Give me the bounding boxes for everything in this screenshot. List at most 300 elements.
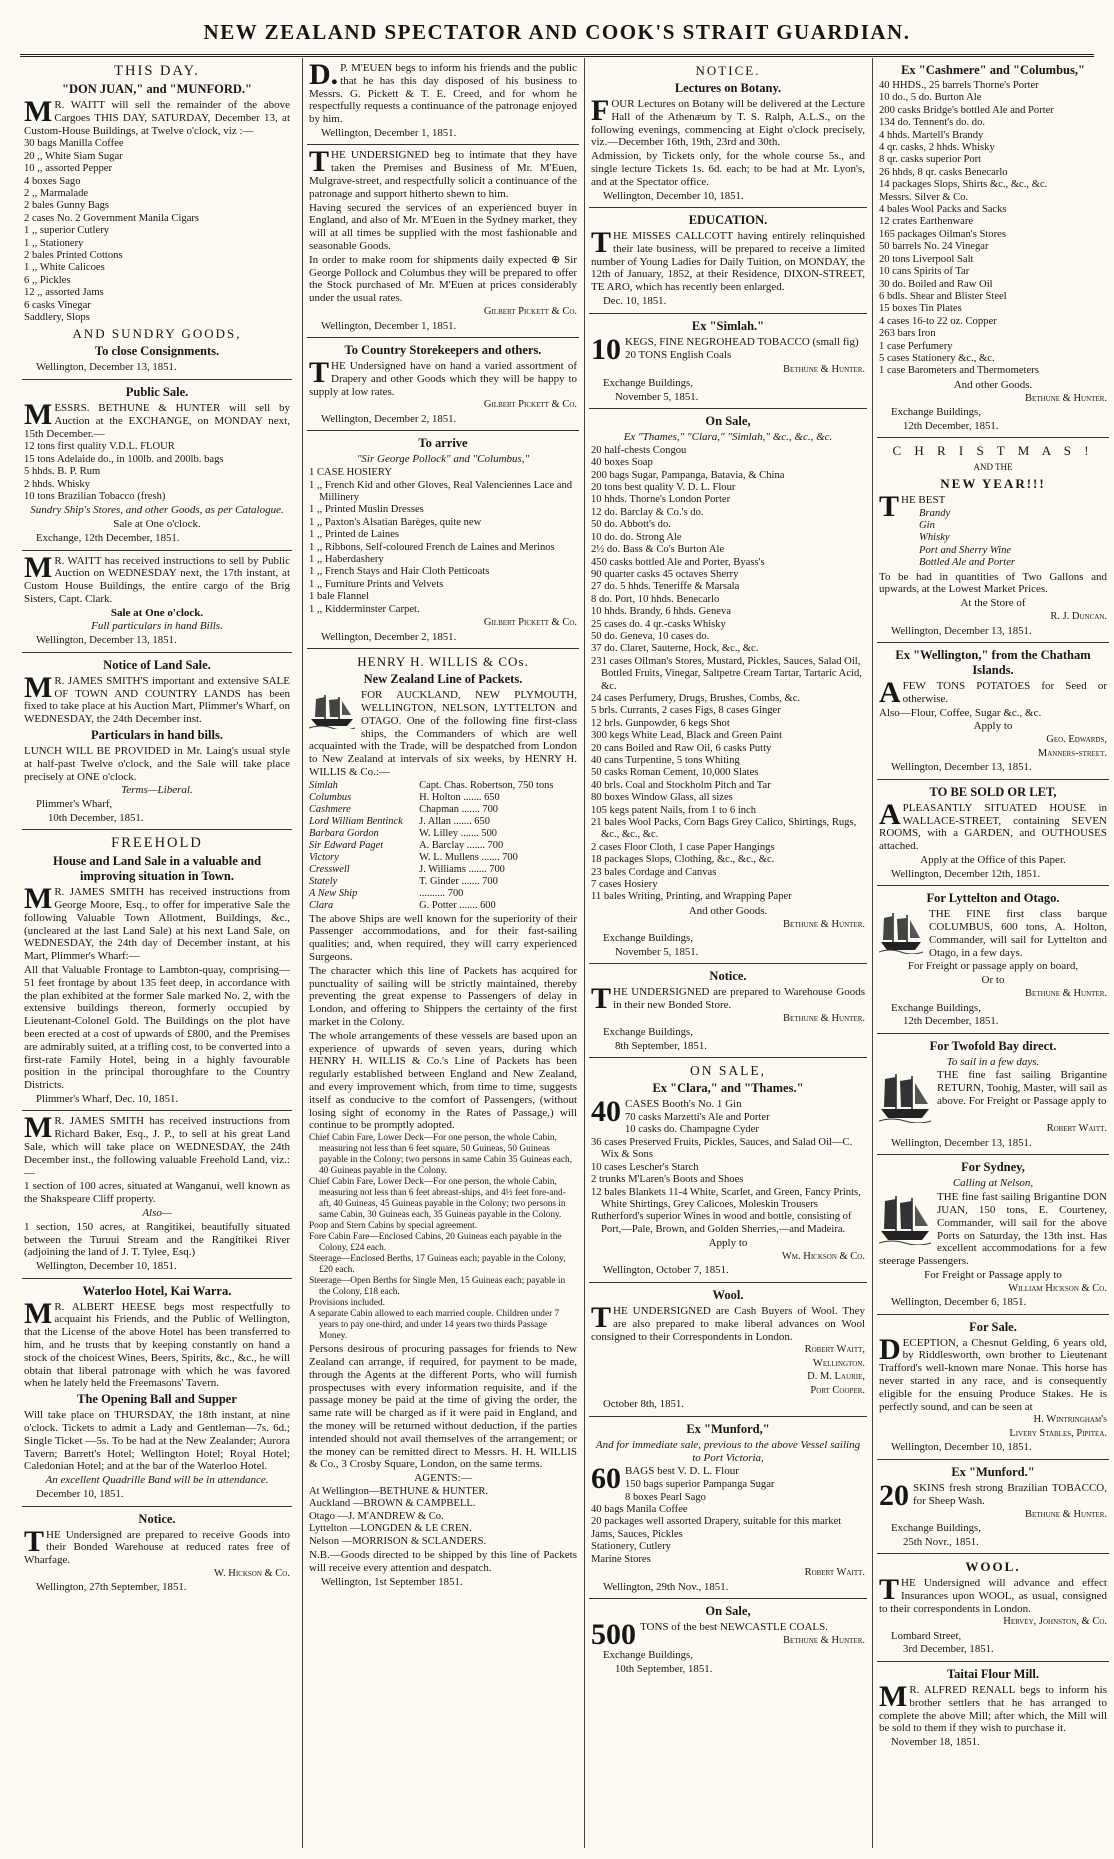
ad-chatham-potatoes <box>877 643 1109 780</box>
ship-master-cell: J. Williams ....... 700 <box>419 863 505 875</box>
ad-subheading: New Zealand Line of Packets. <box>363 672 523 687</box>
ad-clara-thames <box>589 1058 867 1283</box>
ad-body: All that Valuable Frontage to Lambton-quay, comprising—51 feet frontage by about 135 feet deep, in accordance with the plan exhibited at the former Sale marked No. 2, with the extensive buildings thereon, formerly occupied by Lieutenant-Colonel Gold. The Buildings on the plot have been erected at a cost of upwards of £800, and the Premises are admirably suited, at a trifling cost, to be converted into a first-rate Family Hotel, being in a highly favourable position in the principal thoroughfare to the Country Districts. <box>24 963 290 1092</box>
ad-heading: ON SALE, <box>690 1063 766 1079</box>
ad-date: 3rd December, 1851. <box>903 1643 994 1656</box>
ad-note: Sundry Ship's Stores, and other Goods, as per Catalogue. <box>30 504 284 517</box>
ad-body: The above Ships are well known for the superiority of their Passenger accommodations, and for their fast-sailing qualities; and, when required, they will carry experienced Surgeons. <box>309 912 577 964</box>
ad-note: For Freight or passage apply on board, <box>907 960 1079 973</box>
ad-date: Wellington, December 2, 1851. <box>321 412 457 425</box>
ad-public-sale <box>22 380 292 551</box>
ad-body: Persons desirous of procuring passages for friends to New Zealand can arrange, if required, for payment to be made, through the Agents at the different Ports, who will furnish prospectuses with every information requisite, and if the passage money be paid at the time of giving the order, the same rate will be charged as if it were paid in England, and the money will be returned without deduction, if the parties intended should not avail themselves of the arrangement; or the money can be remitted direct to Messrs. H. H. WILLIS & Co., 3 Crosby Square, London, on the same terms. <box>309 1343 577 1471</box>
list-item: 1 ,, superior Cutlery <box>24 225 110 237</box>
list-item: 7 cases Hosiery <box>591 879 658 891</box>
ad-date: November 5, 1851. <box>615 390 699 403</box>
list-item: A separate Cabin allowed to each married couple. Children under 7 years to pay one-third, and under 14 years two thirds Passage Money. <box>309 1309 560 1342</box>
quantity-numeral: 40 <box>591 1095 621 1129</box>
ad-heading: Taitai Flour Mill. <box>946 1666 1040 1681</box>
list-item: 10 cans Spirits of Tar <box>879 266 970 278</box>
quantity-numeral: 60 <box>591 1462 621 1496</box>
ad-body: MR. JAMES SMITH has received instructions from Richard Baker, Esq., J. P., to sell at his great Land Sale, which will take place on WEDNESDAY, the 24th December inst., the following valuable Freehold Land, viz.:— <box>24 1111 290 1179</box>
ad-note: Also— <box>142 1206 172 1219</box>
list-item: 10 hhds. Brandy, 6 hhds. Geneva <box>591 606 731 618</box>
list-item: Steerage—Open Berths for Single Men, 15 Guineas each; payable in the Colony, £18 each. <box>309 1276 566 1298</box>
list-item: 18 packages Slops, Clothing, &c., &c., &c. <box>591 854 775 866</box>
list-item: 134 do. Tennent's do. do. <box>879 117 986 129</box>
ad-body: FOR AUCKLAND, NEW PLYMOUTH, WELLINGTON, NELSON, LYTTELTON and OTAGO. One of the following fine first-class ships, the Commanders of which are well acquainted with the Trade, will be despatched from London to New Zealand at intervals of six weeks, by HENRY H. WILLIS & Co.:— <box>309 689 577 778</box>
ad-body: In order to make room for shipments daily expected ⊕ Sir George Pollock and Columbus they will be prepared to offer the Stock purchased of Mr. M'Euen at prices considerably under the usual rates. <box>309 253 577 305</box>
ad-signature: D. M. Laurie, <box>807 1371 865 1383</box>
ad-heading: Wool. <box>712 1287 744 1302</box>
list-item: Steerage—Enclosed Berths, 17 Guineas each; payable in the Colony, £20 each. <box>309 1254 566 1276</box>
list-item: Fore Cabin Fare—Enclosed Cabins, 20 Guineas each payable in the Colony, £24 each. <box>309 1232 562 1254</box>
column-4 <box>872 58 1109 1848</box>
ship-name-cell: Lord William Bentinck <box>309 815 403 827</box>
ad-body: THE Undersigned have on hand a varied assortment of Drapery and other Goods which they will be happy to supply at low rates. <box>309 356 577 398</box>
ad-house-sale <box>877 780 1109 886</box>
ad-signature: Robert Waitt, <box>804 1344 865 1356</box>
ad-signature: Manners-street. <box>1037 747 1107 759</box>
quantity-numeral: 10 <box>591 332 621 366</box>
ad-date: Dec. 10, 1851. <box>603 295 667 308</box>
ad-heading: TO BE SOLD OR LET, <box>929 784 1057 799</box>
list-item: 8 qr. casks superior Port <box>879 154 982 166</box>
ad-date: November 5, 1851. <box>615 945 699 958</box>
ad-body: LUNCH WILL BE PROVIDED in Mr. Laing's usual style at half-past Twelve o'clock, and the Sale will take place precisely at ONE o'clock. <box>24 744 290 783</box>
ad-body: FOUR Lectures on Botany will be delivered at the Lecture Hall of the Athenæum by T. S. Ralph, A.L.S., on the following evenings, commencing at Eight o'clock precisely, viz.—December 16th, 19th, 23rd and 30th. <box>591 94 865 149</box>
list-item: 4 boxes Sago <box>24 175 81 187</box>
ad-date: 25th Novr., 1851. <box>903 1535 979 1548</box>
list-item: 1 ,, Ribbons, Self-coloured French de Laines and Merinos <box>309 541 555 553</box>
ad-body: The character which this line of Packets has acquired for punctuality of sailing will be strictly maintained, thereby preventing the great expense to Passengers of delay in London, and offering to Shippers the certainty of the first market in the Colony. <box>309 964 577 1029</box>
ad-heading: THIS DAY. <box>114 63 200 79</box>
list-item: 23 bales Cordage and Canvas <box>591 866 717 878</box>
ad-freehold-sale <box>22 830 292 1111</box>
ad-signature: Bethune & Hunter. <box>783 1012 865 1024</box>
ad-waterloo-hotel <box>22 1279 292 1507</box>
fleet-table <box>309 780 577 912</box>
list-item: 150 bags superior Pampanga Sugar <box>625 1479 775 1491</box>
list-item: 26 hhds, 8 qr. casks Benecarlo <box>879 166 1008 178</box>
table-row <box>309 888 577 900</box>
list-item: 24 cases Perfumery, Drugs, Brushes, Combs, &c. <box>591 692 801 704</box>
ad-date: Plimmer's Wharf, Dec. 10, 1851. <box>36 1092 179 1105</box>
ad-willis-packets <box>307 649 579 1593</box>
ad-body: KEGS, FINE NEGROHEAD TOBACCO (small fig) <box>625 335 859 348</box>
ad-date: Wellington, December 1, 1851. <box>321 126 457 139</box>
ad-note: Apply at the Office of this Paper. <box>920 853 1066 866</box>
ad-signature: W. Hickson & Co. <box>214 1567 290 1579</box>
ad-date: December 10, 1851. <box>36 1488 124 1501</box>
list-item: 90 quarter casks 45 octaves Sherry <box>591 568 739 580</box>
list-item: 40 HHDS., 25 barrels Thorne's Porter <box>879 80 1039 91</box>
list-item: 2 cases Floor Cloth, 1 case Paper Hangings <box>591 841 775 853</box>
ad-body: CASES Booth's No. 1 Gin <box>625 1098 742 1111</box>
list-item: 2 bales Printed Cottons <box>24 250 123 262</box>
list-item: 50 barrels No. 24 Vinegar <box>879 241 989 253</box>
list-item: 1 CASE HOSIERY <box>309 467 392 479</box>
ad-for-sydney <box>877 1155 1109 1314</box>
ad-heading: Public Sale. <box>125 384 189 399</box>
list-item: 1 ,, French Kid and other Gloves, Real Valenciennes Lace and Millinery <box>309 479 573 504</box>
ad-subheading: NEW YEAR!!! <box>940 475 1046 491</box>
ad-note: Ex "Thames," "Clara," "Simlah," &c., &c., &c. <box>623 431 833 444</box>
list-item: 105 kegs patent Nails, from 1 to 6 inch <box>591 804 757 816</box>
ad-heading: Ex "Cashmere" and "Columbus," <box>901 63 1085 77</box>
table-row <box>309 840 577 852</box>
ad-country-storekeepers <box>307 338 579 431</box>
agents-heading: AGENTS:— <box>414 1472 472 1485</box>
ship-name-cell: Cresswell <box>309 863 350 875</box>
ad-heading: Notice. <box>709 969 747 984</box>
list-item: 20 tons best quality V. D. L. Flour <box>591 482 736 494</box>
list-item: 1 ,, White Calicoes <box>24 262 105 274</box>
ad-body: THE Undersigned are prepared to receive Goods into their Bonded Warehouse at reduced rates free of Wharfage. <box>24 1524 290 1567</box>
ad-date: Wellington, December 10, 1851. <box>891 1441 1032 1454</box>
ad-heading: WOOL. <box>965 1559 1021 1575</box>
ad-signature: Bethune & Hunter. <box>1025 1508 1107 1520</box>
ad-place: Exchange Buildings, <box>603 1649 693 1662</box>
ad-heading: Ex "Munford." <box>951 1464 1035 1479</box>
list-item: 6 casks Vinegar <box>24 299 91 311</box>
list-item: 12 bales Blankets 11-4 White, Scarlet, and Green, Fancy Prints, White Shirtings, Grey Calicoes, Moleskin Trousers <box>591 1186 861 1210</box>
ad-body: 20 TONS English Coals <box>625 349 732 362</box>
list-item: 10 ,, assorted Pepper <box>24 163 112 175</box>
list-item: 15 boxes Tin Plates <box>879 303 962 315</box>
list-item: 21 bales Wool Packs, Corn Bags Grey Calico, Shirtings, Rugs, &c., &c., &c. <box>591 817 857 841</box>
list-item: Poop and Stern Cabins by special agreement. <box>309 1221 478 1232</box>
ad-subheading: Particulars in hand bills. <box>91 727 223 742</box>
ad-note: An excellent Quadrille Band will be in attendance. <box>45 1474 269 1487</box>
ad-note: Apply to <box>708 1237 748 1250</box>
ad-signature: Geo. Edwards, <box>1046 734 1107 746</box>
ad-wool-buyers <box>589 1283 867 1417</box>
list-item: Whisky <box>919 532 950 544</box>
list-item: 300 kegs White Lead, Black and Green Paint <box>591 730 783 742</box>
table-row <box>309 876 577 888</box>
ship-master-cell: J. Allan ....... 650 <box>419 815 490 827</box>
list-item: 6 ,, Pickles <box>24 274 71 286</box>
ad-heading: AND SUNDRY GOODS, <box>72 326 242 342</box>
ship-master-cell: W. L. Mullens ....... 700 <box>419 851 518 863</box>
list-item: 1 ,, Haberdashery <box>309 554 384 566</box>
list-item: Stationery, Cutlery <box>591 1541 671 1553</box>
list-item: 27 do. 5 hhds. Teneriffe & Marsala <box>591 581 740 593</box>
ad-note: Sale at One o'clock. <box>113 518 201 531</box>
list-item: 10 do. do. Strong Ale <box>591 531 682 543</box>
ad-place: Exchange Buildings, <box>891 1001 981 1014</box>
list-item: 5 hhds. B. P. Rum <box>24 466 101 478</box>
fleet-rows <box>309 780 577 912</box>
list-item: Port and Sherry Wine <box>919 544 1012 556</box>
list-item: At Wellington—BETHUNE & HUNTER. <box>309 1486 489 1497</box>
ad-body: APLEASANTLY SITUATED HOUSE in WALLACE-STREET, containing SEVEN ROOMS, with a GARDEN, and OUTHOUSES attached. <box>879 797 1107 853</box>
ad-body: AFEW TONS POTATOES for Seed or otherwise. <box>879 676 1107 710</box>
ad-note: "Sir George Pollock" and "Columbus," <box>356 453 530 466</box>
ad-subheading: "DON JUAN," and "MUNFORD." <box>62 82 252 96</box>
ad-date: Wellington, December 13, 1851. <box>891 1136 1032 1149</box>
list-item: 2 trunks M'Laren's Boots and Shoes <box>591 1174 744 1186</box>
ad-body: DECEPTION, a Chesnut Gelding, 6 years old, by Riddlesworth, own brother to Lieutenant Trafford's well-known mare Nonae. This horse has never started in any race, and is consequently eligible for the ensuing Produce Stakes. He is perfectly sound, and can be seen at <box>879 1332 1107 1413</box>
list-item: 20 cans Boiled and Raw Oil, 6 casks Putty <box>591 742 772 754</box>
ad-taitai-mill <box>877 1662 1109 1754</box>
list-item: 36 cases Preserved Fruits, Pickles, Sauces, and Salad Oil—C. Wix & Sons <box>591 1136 853 1161</box>
ad-place: Plimmer's Wharf, <box>36 798 113 811</box>
ad-date: Wellington, 29th Nov., 1851. <box>603 1580 729 1593</box>
list-item: 11 bales Writing, Printing, and Wrapping Paper <box>591 891 792 903</box>
ship-master-cell: .......... 700 <box>419 887 464 899</box>
table-row <box>309 816 577 828</box>
item-list <box>24 441 290 503</box>
ad-body: Admission, by Tickets only, for the whole course 5s., and single lecture Tickets 1s. 6d. each; to be had at Mr. Lyon's, and at the Spectator office. <box>591 150 865 188</box>
list-item: 10 do., 5 do. Burton Ale <box>879 92 982 104</box>
list-item: 1 ,, Paxton's Alsatian Barèges, quite new <box>309 516 482 528</box>
ad-body: THE Undersigned will advance and effect Insurances upon WOOL, as usual, consigned to their correspondents in London. <box>879 1573 1107 1615</box>
ad-subheading: Lectures on Botany. <box>674 81 782 95</box>
list-item: Brandy <box>919 507 951 519</box>
ship-icon <box>879 1193 931 1245</box>
list-item: 2 hhds. Whisky <box>24 478 91 490</box>
table-row <box>309 780 577 792</box>
ship-master-cell: H. Holton ....... 650 <box>419 791 500 803</box>
list-item: 4 cases 16-to 22 oz. Copper <box>879 315 997 327</box>
ship-name-cell: Stately <box>309 875 338 887</box>
list-item: 5 cases Stationery &c., &c. <box>879 352 995 364</box>
list-item: 80 boxes Window Glass, all sizes <box>591 792 733 804</box>
ad-date: 8th September, 1851. <box>615 1039 707 1052</box>
ship-name-cell: Victory <box>309 851 339 863</box>
list-item: 450 casks bottled Ale and Porter, Byass's <box>591 556 765 568</box>
ad-heading: NOTICE. <box>695 63 761 78</box>
ad-signature: Robert Waitt. <box>804 1567 865 1579</box>
ad-date: 12th December, 1851. <box>903 1015 999 1028</box>
list-item: 8 do. Port, 10 hhds. Benecarlo <box>591 593 720 605</box>
ad-heading: Ex "Wellington," from the Chatham Islands. <box>895 648 1091 678</box>
ad-note: At the Store of <box>960 597 1026 610</box>
list-item: 40 cans Turpentine, 5 tons Whiting <box>591 755 740 767</box>
list-item: 8 boxes Pearl Sago <box>625 1491 706 1503</box>
list-item: 2 ,, Marmalade <box>24 188 89 200</box>
list-item: 50 casks Roman Cement, 10,000 Slates <box>591 767 759 779</box>
table-row <box>309 792 577 804</box>
ad-subheading: The Opening Ball and Supper <box>77 1392 237 1407</box>
ad-signature: Robert Waitt. <box>1046 1123 1107 1135</box>
ad-date: 10th September, 1851. <box>615 1662 713 1675</box>
list-item: 12 tons first quality V.D.L. FLOUR <box>24 441 175 453</box>
list-item: 20 tons Liverpool Salt <box>879 253 974 265</box>
ad-botany-lectures <box>589 58 867 208</box>
ad-signature: H. Wintringham's <box>1033 1414 1107 1426</box>
list-item: 1 ,, Kidderminster Carpet. <box>309 603 420 615</box>
table-row <box>309 804 577 816</box>
list-item: Otago —J. M'ANDREW & Co. <box>309 1510 444 1522</box>
quantity-numeral: 20 <box>879 1478 909 1512</box>
ad-note: And other Goods. <box>688 904 768 917</box>
ad-heading: Notice. <box>138 1511 176 1526</box>
ad-ex-munford <box>589 1417 867 1599</box>
ad-note: Or to <box>981 974 1005 987</box>
list-item: 12 crates Earthenware <box>879 216 974 228</box>
ad-christmas <box>877 438 1109 643</box>
ad-signature: Bethune & Hunter. <box>1025 988 1107 1000</box>
ad-date: Wellington, December 13, 1851. <box>36 361 177 374</box>
ad-body: THE FINE first class barque COLUMBUS, 600 tons, A. Holton, Commander, will sail for Lyttelton and Otago, in a few days. <box>929 908 1107 959</box>
ad-heading: Ex "Munford," <box>686 1421 770 1436</box>
list-item: 1 ,, Stationery <box>24 237 84 249</box>
ship-icon <box>879 1071 931 1123</box>
list-item: Chief Cabin Fare, Lower Deck—For one person, the whole Cabin, measuring not less than 6 feet abreast-ships, and 4½ feet fore-and-aft, 40 Guineas, 45 Guineas payable in the Colony; two persons in same Cabin, 30 Guineas each, 35 Guineas payable in the Colony. <box>309 1177 566 1221</box>
list-item: 1 ,, French Stays and Hair Cloth Petticoats <box>309 566 490 578</box>
ad-subheading: To close Consignments. <box>94 344 220 359</box>
ad-body: BAGS best V. D. L. Flour <box>625 1465 739 1478</box>
list-item: 2 bales Gunny Bags <box>24 200 110 212</box>
list-item: 37 do. Claret, Sauterne, Hock, &c., &c. <box>591 643 759 655</box>
ad-place: Exchange Buildings, <box>603 377 693 390</box>
ad-date: Exchange, 12th December, 1851. <box>36 532 180 544</box>
ad-signature: Gilbert Pickett & Co. <box>483 617 577 629</box>
ad-date: Wellington, December 10, 1851. <box>603 189 744 202</box>
ad-signature: Wm. Hickson & Co. <box>781 1250 865 1262</box>
ship-name-cell: Columbus <box>309 791 352 803</box>
ad-signature: Gilbert Pickett & Co. <box>483 399 577 411</box>
column-1 <box>22 58 292 1848</box>
ship-name-cell: Simlah <box>309 779 338 791</box>
ad-date: Wellington, December 2, 1851. <box>321 630 457 643</box>
ad-body: MESSRS. BETHUNE & HUNTER will sell by Auction at the EXCHANGE, on MONDAY next, 15th December.— <box>24 397 290 440</box>
list-item: 1 case Barometers and Thermometers <box>879 365 1039 377</box>
ad-body: THE UNDERSIGNED are Cash Buyers of Wool. They are also prepared to make liberal advances on Wool consigned to their Correspondents in London. <box>591 1300 865 1343</box>
ad-heading: For Sydney, <box>961 1160 1025 1175</box>
ad-note: Full particulars in hand Bills. <box>91 620 223 633</box>
list-item: Auckland —BROWN & CAMPBELL. <box>309 1498 476 1510</box>
ad-body: 1 section of 100 acres, situated at Wanganui, well known as the Shakspeare Cliff property. <box>24 1180 290 1206</box>
ad-to-arrive <box>307 431 579 649</box>
ad-body: The whole arrangements of these vessels are based upon an experience of upwards of seven years, during which HENRY H. WILLIS & Co.'s Line of Packets has been regularly established between England and New Zealand, and every improvement which, from time to time, suggests itself as conducive to the comfort of Passengers, (without losing sight of economy in the Rates of Passage,) will continue to be promptly adopted. <box>309 1029 577 1132</box>
ship-name-cell: Clara <box>309 899 334 911</box>
ad-body: MR. WAITT will sell the remainder of the above Cargoes THIS DAY, SATURDAY, December 13, at Custom-House Buildings, at Twelve o'clock, viz :— <box>24 95 290 137</box>
ad-signature: Port Cooper. <box>810 1384 865 1396</box>
ad-cashmere-columbus <box>877 58 1109 438</box>
list-item: 231 cases Oilman's Stores, Mustard, Pickles, Sauces, Salad Oil, Bottled Fruits, Vinegar, Saltpetre Cream Tartar, Tartaric Acid, &c. <box>591 655 862 692</box>
table-row <box>309 864 577 876</box>
column-3 <box>584 58 867 1848</box>
list-item: 263 bars Iron <box>879 328 936 340</box>
list-item: 50 do. Abbott's do. <box>591 519 671 531</box>
ad-signature: Bethune & Hunter. <box>783 1634 865 1646</box>
ad-date: 12th December, 1851. <box>903 419 999 432</box>
ad-date: Wellington, December 13, 1851. <box>891 624 1032 637</box>
list-item: 12 brls. Gunpowder, 6 kegs Shot <box>591 717 730 729</box>
list-item: 70 casks Marzetti's Ale and Porter <box>625 1112 770 1124</box>
table-row <box>309 852 577 864</box>
ad-heading: Waterloo Hotel, Kai Warra. <box>82 1283 232 1298</box>
ad-signature: William Hickson & Co. <box>1008 1282 1107 1294</box>
ad-place: Lombard Street, <box>891 1629 962 1642</box>
ship-icon <box>879 910 923 954</box>
ship-name-cell: Sir Edward Paget <box>309 839 384 851</box>
ad-mceuen <box>307 58 579 145</box>
ad-date: Wellington, December 6, 1851. <box>891 1296 1027 1309</box>
ad-body: THE fine fast sailing Brigantine DON JUAN, 150 tons, E. Courteney, Commander, will sail for the above Ports on Saturday, the 13th inst. Has excellent accommodations for a few steerage Passengers. <box>879 1191 1107 1268</box>
list-item: Gin <box>919 520 935 532</box>
ad-body: Will take place on THURSDAY, the 18th instant, at nine o'clock. Tickets to admit a Lady and Gentleman—7s. 6d.; Single Ticket —5s. To be had at the New Zealander; Aurora Tavern; Barrett's Hotel; Wellington Hotel; Royal Hotel; Caledonian Hotel; and at the bar of the Waterloo Hotel. <box>24 1409 290 1473</box>
ship-master-cell: A. Barclay ....... 700 <box>419 839 504 851</box>
ad-heading: On Sale, <box>705 414 751 429</box>
ad-date: November 18, 1851. <box>891 1736 980 1749</box>
ad-note: Calling at Nelson, <box>952 1177 1034 1190</box>
ad-subheading: House and Land Sale in a valuable and improving situation in Town. <box>52 854 262 884</box>
ad-body: To be had in quantities of Two Gallons and upwards, at the Lowest Market Prices. <box>879 570 1107 596</box>
ad-signature: Bethune & Hunter. <box>783 363 865 375</box>
list-item: 6 bdls. Shear and Blister Steel <box>879 290 1007 302</box>
ad-body: D.P. M'EUEN begs to inform his friends and the public that he has this day disposed of his business to Messrs. G. Pickett & T. E. Creed, and for whom he respectfully requests a continuance of the patronage enjoyed by him. <box>309 58 577 126</box>
ship-icon <box>309 691 355 729</box>
ad-date: 10th December, 1851. <box>48 811 144 824</box>
ad-note: For Freight or Passage apply to <box>924 1268 1062 1281</box>
ad-place: Exchange Buildings, <box>891 406 981 419</box>
list-item: 12 do. Barclay & Co.'s do. <box>591 506 704 518</box>
list-item: 10 cases Lescher's Starch <box>591 1161 699 1173</box>
list-item: 2½ do. Bass & Co's Burton Ale <box>591 544 725 556</box>
ad-body: 1 section, 150 acres, at Rangitikei, beautifully situated between the Turuui Stream and the Rangitikei River (adjoining the land of J. T. Tylee, Esq.) <box>24 1220 290 1259</box>
ad-ex-simlah <box>589 314 867 410</box>
ad-heading: For Sale. <box>969 1319 1017 1334</box>
ad-place: Exchange Buildings, <box>603 1026 693 1039</box>
ad-heading: Notice of Land Sale. <box>103 657 211 672</box>
ad-signature: Livery Stables, Pipitea. <box>1009 1427 1107 1439</box>
ad-heading: To arrive <box>418 436 468 451</box>
list-item: 25 cases do. 4 qr.-casks Whisky <box>591 618 726 630</box>
list-item: 5 brls. Currants, 2 cases Figs, 8 cases Ginger <box>591 705 781 717</box>
ad-note: AND THE <box>973 462 1013 473</box>
ad-date: Wellington, 1st September 1851. <box>321 1575 463 1588</box>
list-item: 20 ,, White Siam Sugar <box>24 150 123 162</box>
list-item: 12 ,, assorted Jams <box>24 287 104 299</box>
item-list <box>24 138 290 324</box>
ad-body: MR. ALBERT HEESE begs most respectfully to acquaint his Friends, and the Public of Wellington, that the License of the above Hotel has been transferred to him, and he trusts that by keeping constantly on hand a stock of the choicest Wines, Beers, Spirits, &c., &c., he will obtain that liberal patronage with which he was favored when he lately held the Freemasons' Tavern. <box>24 1296 290 1390</box>
ad-baker-land <box>22 1111 292 1278</box>
ad-sheep-wash-tobacco <box>877 1460 1109 1554</box>
ad-body: N.B.—Goods directed to be shipped by this line of Packets will receive every attention and despatch. <box>309 1549 577 1574</box>
list-item: 20 half-chests Congou <box>591 444 687 456</box>
quantity-numeral: 500 <box>591 1618 636 1652</box>
ad-date: Wellington, December 10, 1851. <box>36 1260 177 1273</box>
list-item: 30 do. Boiled and Raw Oil <box>879 278 993 290</box>
ad-heading: On Sale, <box>705 1604 751 1619</box>
list-item: 2 cases No. 2 Government Manila Cigars <box>24 212 200 224</box>
list-item: 40 bags Manila Coffee <box>591 1504 688 1516</box>
ad-on-sale-stores <box>589 409 867 964</box>
ad-body: SKINS fresh strong Brazilian TOBACCO, for Sheep Wash. <box>913 1481 1107 1507</box>
ad-heading: For Twofold Bay direct. <box>929 1038 1057 1053</box>
list-item: 1 bale Flannel <box>309 591 370 603</box>
ad-lyttelton-otago <box>877 886 1109 1033</box>
list-item: Saddlery, Slops <box>24 312 90 324</box>
ad-twofold-bay <box>877 1034 1109 1156</box>
ad-bonded-notice <box>22 1507 292 1599</box>
ad-body: TONS of the best NEWCASTLE COALS. <box>640 1621 829 1634</box>
ad-date: October 8th, 1851. <box>603 1398 684 1411</box>
ship-name-cell: Cashmere <box>309 803 351 815</box>
list-item: 1 ,, Printed de Laines <box>309 529 400 541</box>
list-item: Lyttelton —LONGDEN & LE CREN. <box>309 1523 472 1535</box>
ad-place: Exchange Buildings, <box>603 932 693 945</box>
ad-land-sale-notice <box>22 653 292 830</box>
ship-master-cell: W. Lilley ....... 500 <box>419 827 497 839</box>
ad-this-day <box>22 58 292 380</box>
ad-body: MR. ALFRED RENALL begs to inform his brother settlers that he has arranged to complete the above Mill; after which, the Mill will be sold to them if they wish to purchase it. <box>879 1679 1107 1735</box>
table-row <box>309 900 577 912</box>
